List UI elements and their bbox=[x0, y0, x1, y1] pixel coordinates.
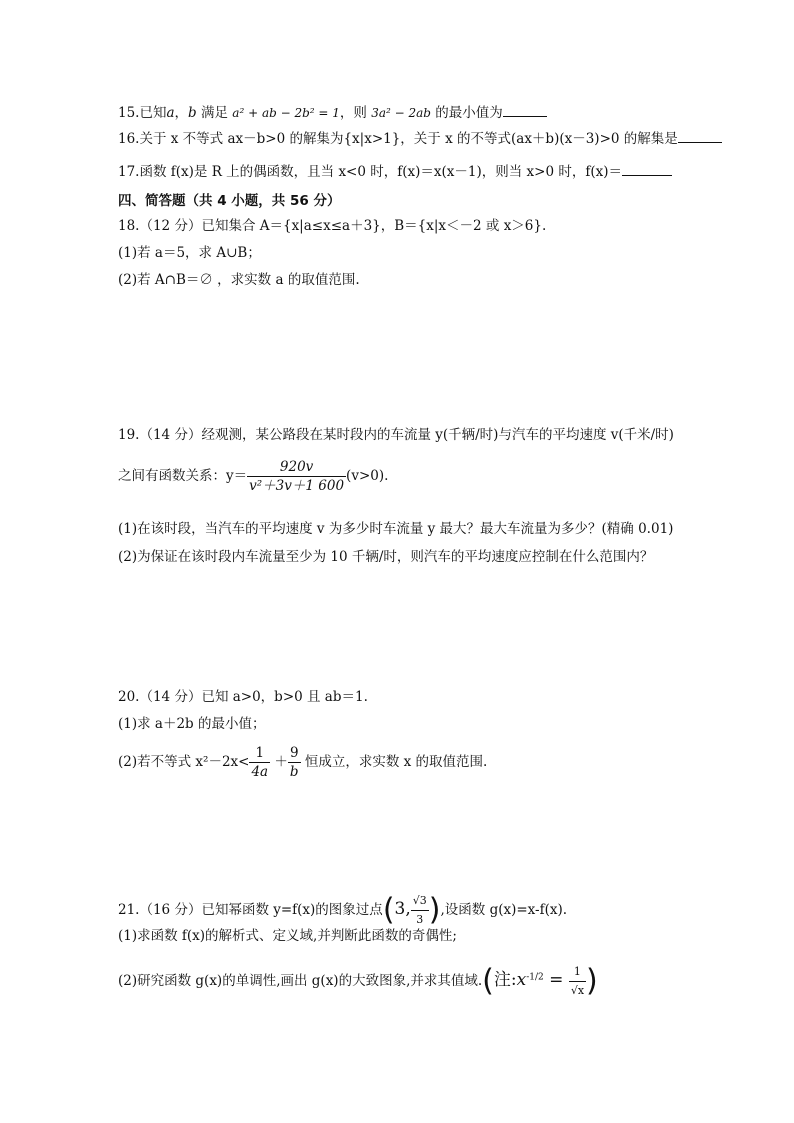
q18-part1: (1)若 a＝5，求 A∪B； bbox=[118, 245, 261, 261]
q21-part1: (1)求函数 f(x)的解析式、定义域,并判断此函数的奇偶性; bbox=[118, 928, 457, 944]
q15-sep: ， bbox=[174, 105, 189, 121]
q21-note-prefix: 注: bbox=[493, 970, 517, 990]
q20-fraction-2 bbox=[288, 744, 301, 781]
q15-var-b: b bbox=[188, 105, 197, 121]
q15-prefix: 15.已知 bbox=[118, 105, 167, 121]
q15-suffix: 的最小值为 bbox=[430, 105, 503, 121]
q19-denominator: v²＋3v＋1 600 bbox=[249, 478, 345, 494]
q21-note-left-paren: ( bbox=[482, 963, 494, 999]
q15-expression: 3a² − 2ab bbox=[371, 106, 431, 120]
q21-point-x: 3, bbox=[394, 899, 411, 919]
q21-part2-text: (2)研究函数 g(x)的单调性,画出 g(x)的大致图象,并求其值域. bbox=[118, 973, 483, 989]
q17-text: 17.函数 f(x)是 R 上的偶函数，且当 x<0 时，f(x)＝x(x－1)，则当 x>0 时，f(x)＝ bbox=[118, 164, 622, 180]
q21-stem-suffix: ,设函数 g(x)=x-f(x). bbox=[440, 902, 568, 918]
q20-part2-suffix: 恒成立，求实数 x 的取值范围. bbox=[300, 754, 488, 770]
q17-answer-blank bbox=[622, 163, 672, 176]
section-4-title: 四、简答题（共 4 小题，共 56 分） bbox=[118, 193, 341, 209]
q21-note-right-paren: ) bbox=[586, 963, 598, 999]
question-17 bbox=[118, 163, 672, 181]
q15-var-a: a bbox=[166, 105, 175, 121]
q19-part2: (2)为保证在该时段内车流量至少为 10 千辆/时，则汽车的平均速度应控制在什么范围内？ bbox=[118, 549, 654, 565]
q19-relation-prefix: 之间有函数关系：y＝ bbox=[118, 468, 248, 484]
q21-point-y-num: √3 bbox=[412, 894, 427, 907]
q20-part1: (1)求 a＋2b 的最小值； bbox=[118, 716, 266, 732]
q19-fraction bbox=[247, 458, 346, 495]
q15-mid: 满足 bbox=[196, 105, 233, 121]
q21-note-num: 1 bbox=[573, 965, 581, 978]
q20-frac1-num: 1 bbox=[255, 745, 265, 761]
q21-stem bbox=[118, 892, 567, 929]
q20-plus: ＋ bbox=[270, 754, 288, 770]
q21-note-den: √x bbox=[569, 981, 586, 1000]
question-15 bbox=[118, 104, 547, 122]
q21-note-fraction bbox=[569, 963, 586, 1000]
q21-note-equals: = bbox=[543, 970, 569, 990]
q20-frac2-den: b bbox=[289, 764, 299, 780]
q19-numerator: 920v bbox=[279, 459, 314, 475]
q15-mid2: ，则 bbox=[339, 105, 372, 121]
q20-frac2-num: 9 bbox=[289, 745, 299, 761]
question-16 bbox=[118, 130, 722, 148]
q21-left-paren: ( bbox=[382, 892, 395, 928]
q19-part1: (1)在该时段，当汽车的平均速度 v 为多少时车流量 y 最大？最大车流量为多少？(精确 0.01) bbox=[118, 521, 674, 537]
q18-part2: (2)若 A∩B＝∅ ，求实数 a 的取值范围. bbox=[118, 272, 360, 288]
q15-answer-blank bbox=[503, 104, 547, 117]
q21-note-exponent: -1/2 bbox=[526, 972, 544, 983]
q21-point-y bbox=[411, 892, 429, 929]
q20-fraction-1 bbox=[249, 744, 270, 781]
q21-right-paren: ) bbox=[428, 892, 441, 928]
q19-relation-suffix: (v>0). bbox=[346, 468, 389, 484]
q19-relation bbox=[118, 458, 388, 495]
q20-frac1-den: 4a bbox=[251, 764, 269, 780]
q20-stem: 20.（14 分）已知 a>0，b>0 且 ab＝1. bbox=[118, 689, 368, 705]
q16-answer-blank bbox=[678, 130, 722, 143]
q21-part2 bbox=[118, 963, 598, 1000]
q18-stem: 18.（12 分）已知集合 A＝{x|a≤x≤a＋3}，B＝{x|x＜－2 或 x＞6}. bbox=[118, 218, 547, 234]
q19-stem: 19.（14 分）经观测，某公路段在某时段内的车流量 y(千辆/时)与汽车的平均速度 v(千米/时) bbox=[118, 427, 674, 443]
q21-point-y-den: 3 bbox=[411, 910, 429, 929]
q20-part2-prefix: (2)若不等式 x²－2x< bbox=[118, 754, 250, 770]
q21-stem-prefix: 21.（16 分）已知幂函数 y=f(x)的图象过点 bbox=[118, 902, 383, 918]
q15-condition: a² + ab − 2b² = 1 bbox=[232, 106, 340, 120]
q21-note-base: x bbox=[516, 970, 527, 990]
q20-part2 bbox=[118, 744, 487, 781]
q16-text: 16.关于 x 不等式 ax－b>0 的解集为{x|x>1}，关于 x 的不等式(ax＋b)(x－3)>0 的解集是 bbox=[118, 131, 678, 147]
